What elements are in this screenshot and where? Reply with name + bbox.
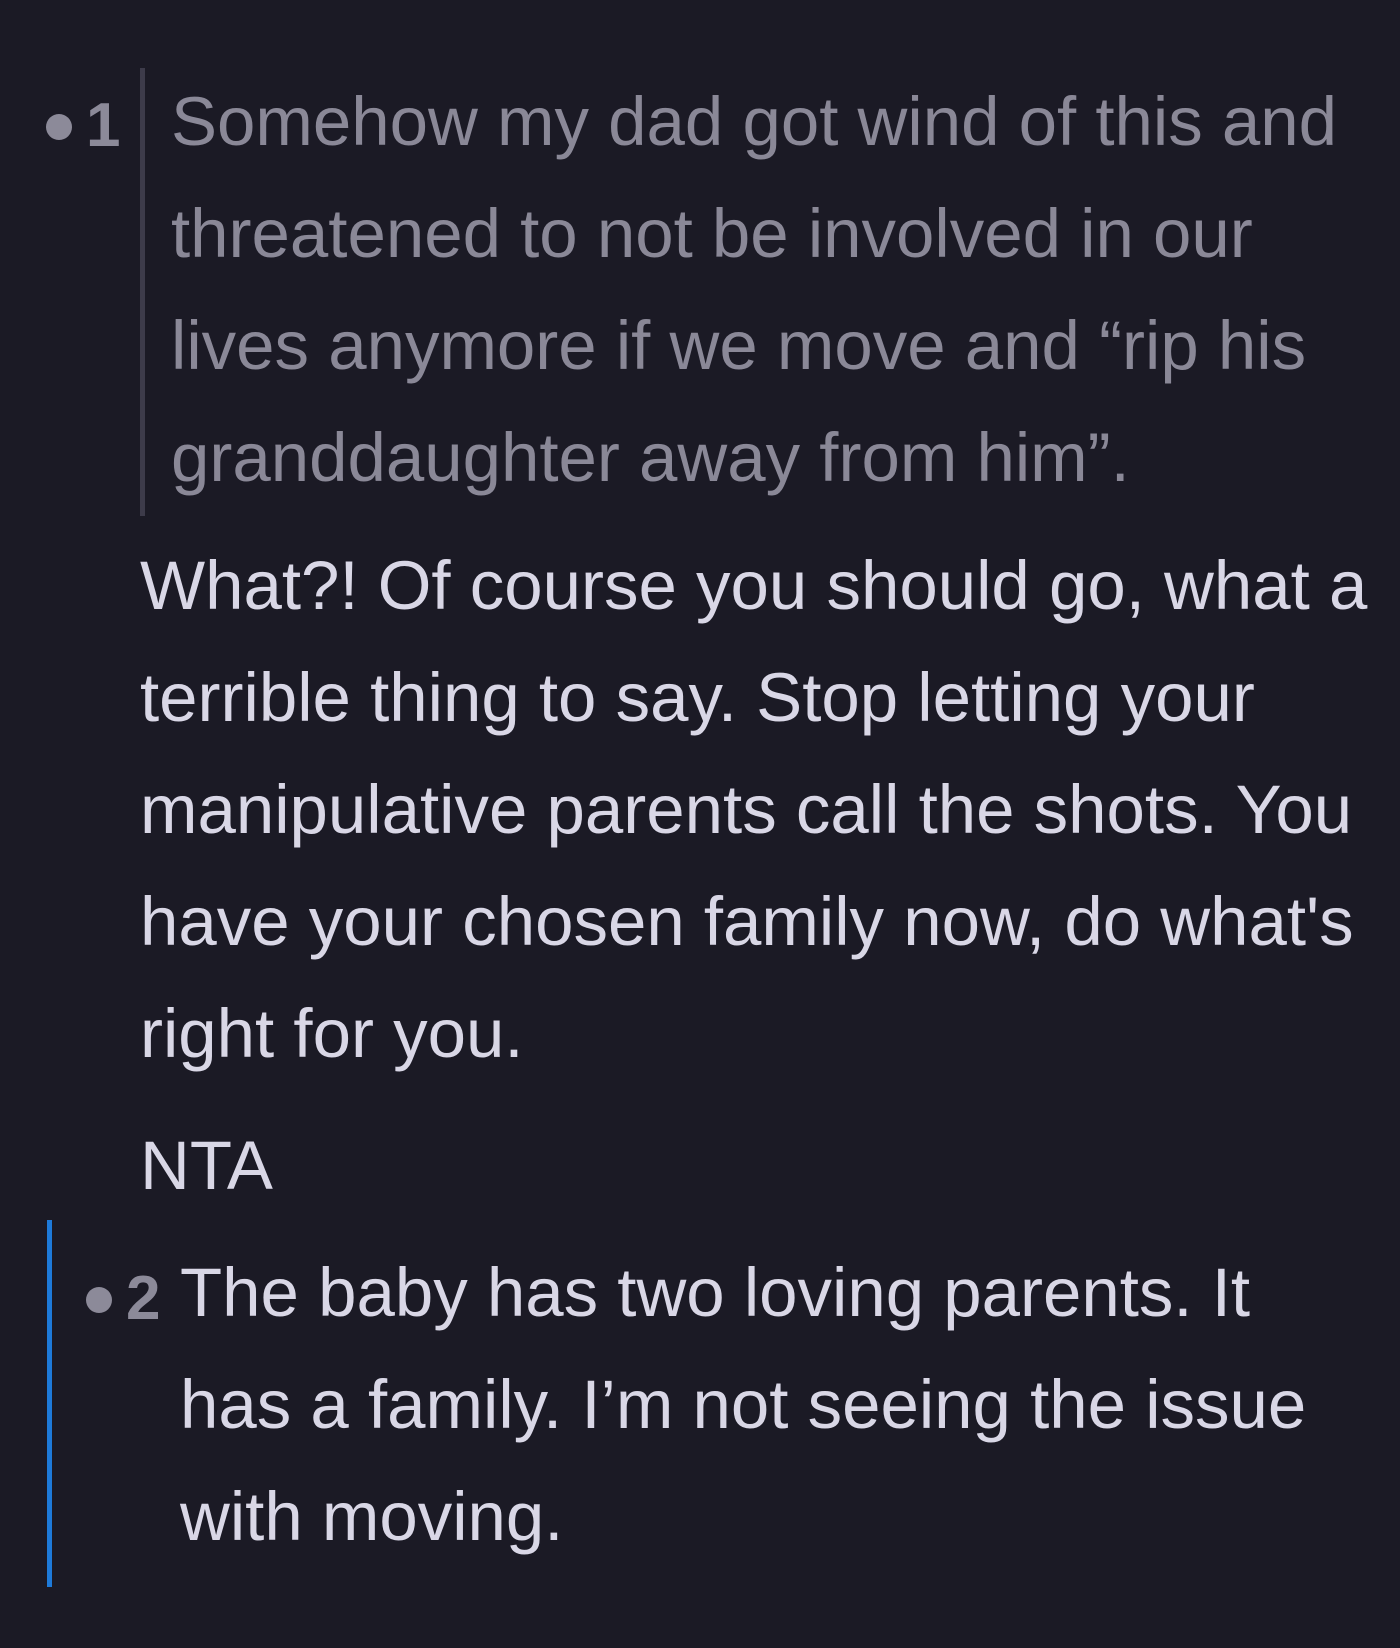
bullet-icon (46, 114, 72, 140)
quote-bar (140, 68, 145, 516)
quoted-text: Somehow my dad got wind of this and threatened to not be involved in our lives anymore if we move and “rip his granddaughter away from him”. (171, 83, 1337, 496)
comment-paragraph: What?! Of course you should go, what a terrible thing to say. Stop letting your manipulative parents call the shots. You have your chosen family now, do what's right for you. (140, 547, 1368, 1072)
comment-paragraph: NTA (140, 1127, 273, 1204)
bullet-icon (86, 1287, 112, 1313)
comment-depth-number: 2 (126, 1264, 161, 1333)
thread-line[interactable] (47, 1220, 52, 1587)
comment-text: The baby has two loving parents. It has a family. I’m not seeing the issue with moving. (180, 1254, 1307, 1555)
comment-depth-number: 1 (86, 91, 121, 160)
